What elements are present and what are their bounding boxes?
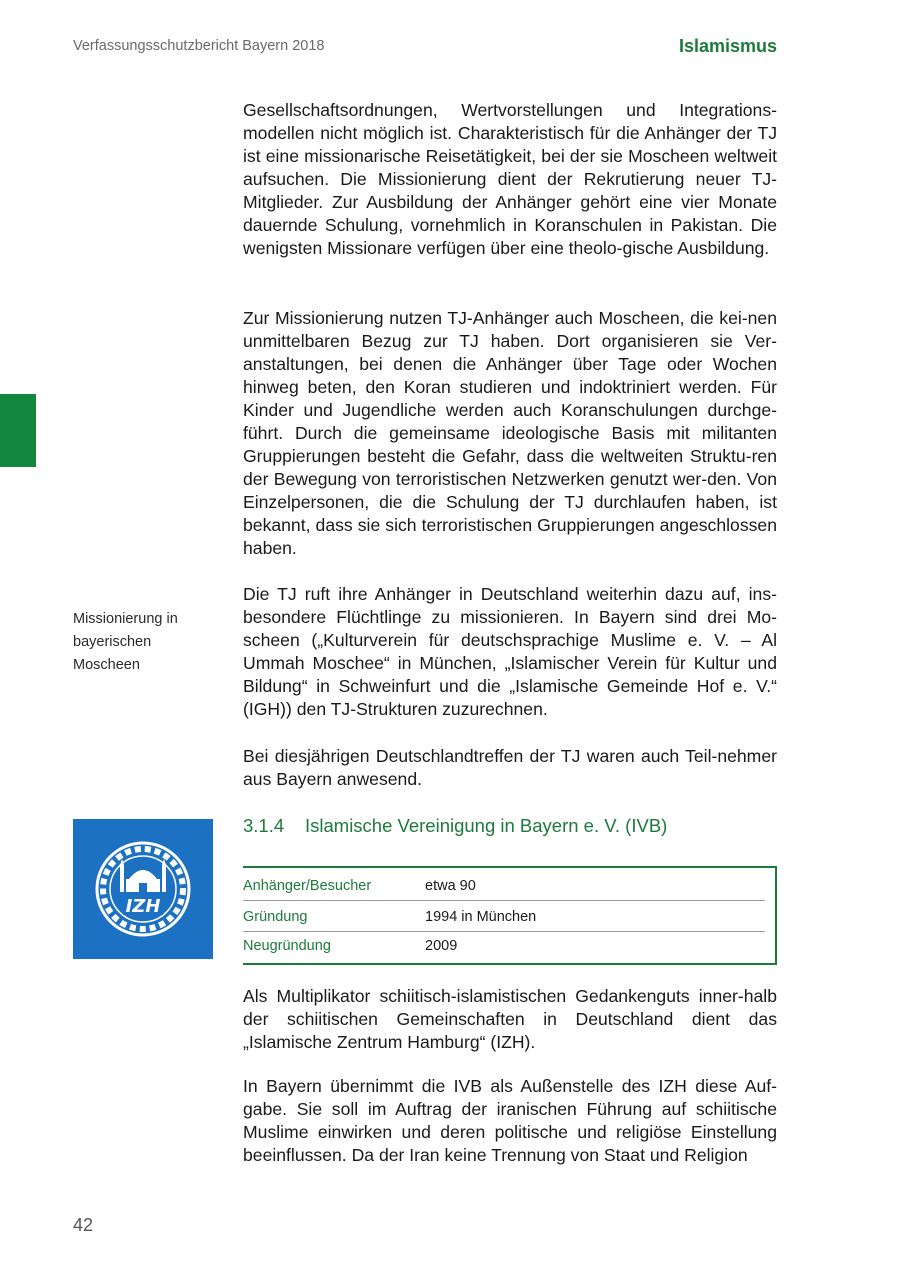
fact-label: Gründung <box>243 909 308 925</box>
fact-value: etwa 90 <box>425 878 476 894</box>
chapter-marker-tab <box>0 394 36 467</box>
section-number: 3.1.4 <box>243 815 285 836</box>
margin-note <box>73 608 203 677</box>
chapter-title: Islamismus <box>678 36 777 56</box>
izh-logo-text: IZH <box>125 896 161 917</box>
paragraph-1: Gesellschaftsordnungen, Wertvorstellungen und Integrations-modellen nicht möglich ist. Charakteristisch für die Anhänger der TJ ist eine missionarische Reisetätigkeit, bei der sie Moscheen weltweit aufsuchen. Die Missionierung dient der Rekrutierung neuer TJ-Mitglieder. Zur Ausbildung der Anhänger gehört eine vier Monate dauernde Schulung, vornehmlich in Koranschulen in Pakistan. Die wenigsten Missionare verfügen über eine theolo-gische Ausbildung. <box>243 100 777 258</box>
fact-row <box>243 902 765 932</box>
row-divider <box>243 900 765 901</box>
izh-logo-emblem <box>73 819 213 959</box>
fact-label: Anhänger/Besucher <box>243 878 372 894</box>
paragraph-4: Bei diesjährigen Deutschlandtreffen der TJ waren auch Teil-nehmer aus Bayern anwesend. <box>243 746 777 789</box>
fact-row <box>243 931 765 961</box>
paragraph-2: Zur Missionierung nutzen TJ-Anhänger auch Moscheen, die kei-nen unmittelbaren Bezug zur TJ haben. Dort organisieren sie Ver-anstaltungen, bei denen die Anhänger über Tage oder Wochen hinweg beten, den Koran studieren und indoktriniert werden. Für Kinder und Jugendliche werden auch Koranschulungen durchge-führt. Durch die gemeinsame ideologische Basis mit militanten Gruppierungen besteht die Gefahr, dass die weltweiten Struktu-ren der Bewegung von terroristischen Netzwerken genutzt wer-den. Von Einzelpersonen, die die Schulung der TJ durchlaufen haben, ist bekannt, dass sie sich terroristischen Gruppierungen angeschlossen haben. <box>243 308 777 558</box>
paragraph-5: Als Multiplikator schiitisch-islamistischen Gedankenguts inner-halb der schiitischen Gemeinschaften in Deutschland dient das „Islamische Zentrum Hamburg“ (IZH). <box>243 986 777 1052</box>
margin-note-line: Missionierung in <box>73 611 178 627</box>
paragraph-3: Die TJ ruft ihre Anhänger in Deutschland weiterhin dazu auf, ins-besondere Flüchtlinge zu missionieren. In Bayern sind drei Mo-scheen („Kulturverein für deutschsprachige Muslime e. V. – Al Ummah Moschee“ in München, „Islamischer Verein für Kultur und Bildung“ in Schweinfurt und die „Islamische Gemeinde Hof e. V.“ (IGH)) den TJ-Strukturen zuzurechnen. <box>243 584 777 719</box>
margin-note-line: bayerischen <box>73 634 152 650</box>
page-number: 42 <box>73 1215 94 1235</box>
fact-value: 1994 in München <box>425 909 537 925</box>
izh-logo <box>73 819 213 959</box>
fact-row <box>243 871 765 901</box>
fact-value: 2009 <box>425 938 458 954</box>
section-heading <box>243 815 667 837</box>
section-title: Islamische Vereinigung in Bayern e. V. (IVB) <box>305 815 668 836</box>
margin-note-line: Moscheen <box>73 657 140 673</box>
fact-label: Neugründung <box>243 938 331 954</box>
running-header-title: Verfassungsschutzbericht Bayern 2018 <box>73 38 325 54</box>
fact-table <box>243 866 777 965</box>
paragraph-6: In Bayern übernimmt die IVB als Außenstelle des IZH diese Auf-gabe. Sie soll im Auftrag der iranischen Führung auf schiitische Muslime einwirken und deren politische und religiöse Einstellung beeinflussen. Da der Iran keine Trennung von Staat und Religion <box>243 1076 777 1165</box>
